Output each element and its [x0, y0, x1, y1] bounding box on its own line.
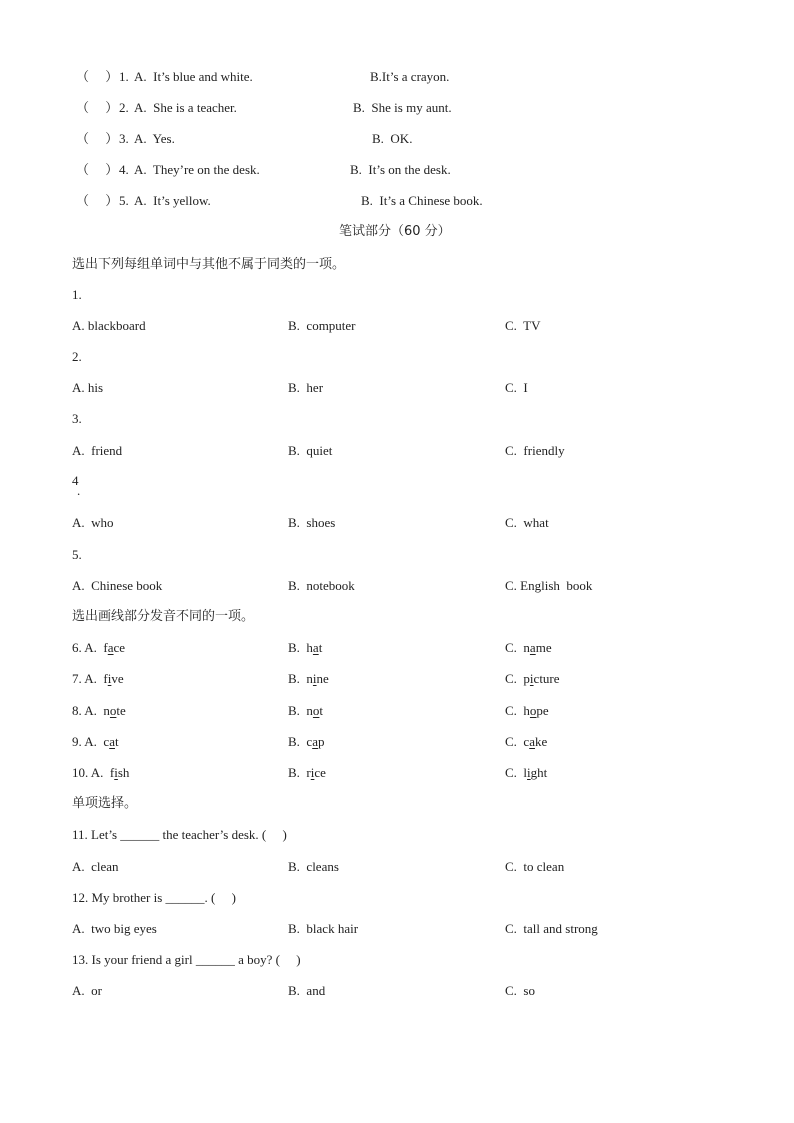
option-b: B. nine [288, 671, 329, 686]
option-c: C. TV [505, 318, 541, 333]
option-c: C. light [505, 765, 548, 780]
option-b: B. It’s on the desk. [350, 162, 451, 177]
option-c: C. to clean [505, 859, 565, 874]
option-a: A. Yes. [134, 131, 175, 146]
option-b: B. She is my aunt. [353, 100, 452, 115]
question-text: 13. Is your friend a girl ______ a boy? ( ) [72, 952, 301, 967]
option-a: 8. A. note [72, 703, 126, 718]
option-c: C. picture [505, 671, 560, 686]
option-c: C. tall and strong [505, 921, 598, 936]
option-a: A. It’s blue and white. [134, 69, 253, 84]
question-number: 1. [119, 69, 129, 84]
underlined-letters: a [312, 640, 319, 655]
underlined-letters: i [312, 671, 317, 686]
option-a: 10. A. fish [72, 765, 130, 780]
option-b: B. shoes [288, 515, 336, 530]
question-number-dot: . [77, 483, 81, 498]
question-number: 3. [119, 131, 129, 146]
option-a: A. who [72, 515, 114, 530]
underlined-letters: a [107, 640, 114, 655]
option-b: B. cap [288, 734, 325, 749]
option-b: B. quiet [288, 443, 333, 458]
answer-parenthesis[interactable]: （ ） [76, 131, 119, 146]
underlined-letters: o [312, 703, 320, 718]
option-a: A. clean [72, 859, 119, 874]
question-number: 5. [119, 193, 129, 208]
section-2-instruction: 选出画线部分发音不同的一项。 [72, 609, 255, 624]
underlined-letters: a [529, 640, 536, 655]
question-number: 2. [72, 349, 82, 364]
option-b: B. not [288, 703, 324, 718]
option-a: A. They’re on the desk. [134, 162, 260, 177]
underlined-letters: i [310, 765, 315, 780]
question-number: 2. [119, 100, 129, 115]
option-a: 7. A. five [72, 671, 124, 686]
option-a: A. blackboard [72, 318, 146, 333]
option-b: B. rice [288, 765, 326, 780]
option-c: C. I [505, 380, 528, 395]
underlined-letters: a [312, 734, 318, 749]
option-a: A. friend [72, 443, 123, 458]
option-c: C. name [505, 640, 552, 655]
option-b: B. black hair [288, 921, 359, 936]
option-b: B. and [288, 983, 326, 998]
option-a: 6. A. face [72, 640, 126, 655]
option-b: B. computer [288, 318, 356, 333]
underlined-letters: a [529, 734, 535, 749]
answer-parenthesis[interactable]: （ ） [76, 193, 119, 208]
question-text: 12. My brother is ______. ( ) [72, 890, 236, 905]
option-b: B. OK. [372, 131, 413, 146]
underlined-letters: a [109, 734, 115, 749]
option-a: A. It’s yellow. [134, 193, 211, 208]
option-c: C. what [505, 515, 549, 530]
option-b: B. her [288, 380, 324, 395]
option-a: A. Chinese book [72, 578, 163, 593]
option-c: C. hope [505, 703, 549, 718]
option-c: C. English book [505, 578, 593, 593]
option-c: C. so [505, 983, 535, 998]
underlined-letters: i [107, 671, 112, 686]
answer-parenthesis[interactable]: （ ） [76, 100, 119, 115]
answer-parenthesis[interactable]: （ ） [76, 69, 119, 84]
option-b: B. cleans [288, 859, 339, 874]
underlined-letters: i [114, 765, 118, 780]
option-b: B. notebook [288, 578, 355, 593]
option-b: B. hat [288, 640, 323, 655]
question-number: 4 [72, 473, 79, 488]
option-b: B.It’s a crayon. [370, 69, 450, 84]
question-number: 4. [119, 162, 129, 177]
option-a: A. two big eyes [72, 921, 157, 936]
underlined-letters: i [529, 671, 534, 686]
underlined-letters: o [529, 703, 537, 718]
section-1-instruction: 选出下列每组单词中与其他不属于同类的一项。 [72, 257, 346, 272]
written-part-title: 笔试部分（60 分） [339, 224, 451, 239]
option-c: C. friendly [505, 443, 565, 458]
question-number: 1. [72, 287, 82, 302]
underlined-letters: o [109, 703, 117, 718]
option-b: B. It’s a Chinese book. [361, 193, 483, 208]
option-a: A. or [72, 983, 102, 998]
option-a: 9. A. cat [72, 734, 119, 749]
question-number: 5. [72, 547, 82, 562]
answer-parenthesis[interactable]: （ ） [76, 162, 119, 177]
option-c: C. cake [505, 734, 548, 749]
option-a: A. his [72, 380, 104, 395]
question-number: 3. [72, 411, 82, 426]
underlined-letters: i [527, 765, 531, 780]
section-3-instruction: 单项选择。 [72, 796, 138, 811]
option-a: A. She is a teacher. [134, 100, 237, 115]
question-text: 11. Let’s ______ the teacher’s desk. ( ) [72, 827, 287, 842]
